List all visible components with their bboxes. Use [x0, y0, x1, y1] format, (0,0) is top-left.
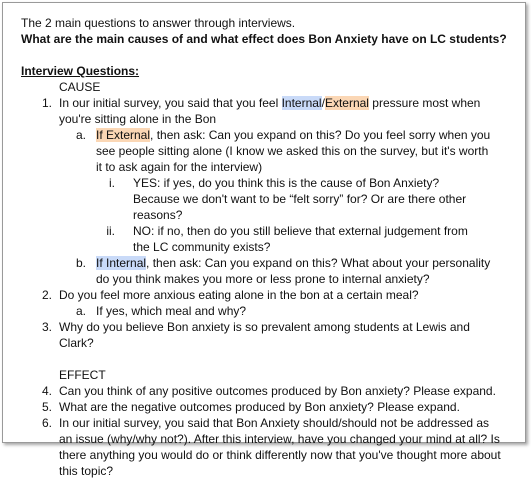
question-text: What are the negative outcomes produced by Bon anxiety? Please expand. — [59, 400, 460, 414]
question-6 — [21, 415, 521, 479]
cause-label: CAUSE — [59, 80, 101, 94]
document-frame — [2, 2, 526, 478]
question-1b — [21, 255, 521, 287]
external-highlight: External — [324, 96, 369, 110]
question-text: Do you feel more anxious eating alone in the bon at a certain meal? — [59, 288, 419, 302]
question-number: i. — [109, 176, 115, 190]
if-internal-highlight: If Internal — [96, 256, 147, 270]
internal-highlight: Internal — [281, 96, 322, 110]
question-number: 6. — [41, 416, 52, 430]
question-number: 4. — [41, 384, 52, 398]
question-number: 3. — [41, 320, 52, 334]
question-2a — [21, 303, 521, 319]
question-number: 1. — [41, 96, 52, 110]
question-4 — [21, 383, 521, 399]
spacer — [21, 351, 521, 367]
document-body — [21, 15, 521, 479]
interview-questions-heading: Interview Questions: — [21, 64, 140, 78]
main-question: What are the main causes of and what effect does Bon Anxiety have on LC students? — [21, 32, 507, 46]
intro-line: The 2 main questions to answer through interviews. — [21, 16, 296, 30]
question-text: If yes, which meal and why? — [96, 304, 247, 318]
question-1 — [21, 95, 521, 127]
question-1a — [21, 127, 521, 175]
question-text: NO: if no, then do you still believe that external judgement from the LC community exists? — [133, 224, 468, 254]
question-text: YES: if yes, do you think this is the cause of Bon Anxiety? Because we don't want to be “felt sorry” for? Or are there other reasons? — [133, 176, 467, 222]
question-1a-i — [21, 175, 521, 223]
effect-label: EFFECT — [59, 368, 106, 382]
question-text: If Internal, then ask: Can you expand on this? What about your personality do you think makes you more or less prone to internal anxiety? — [96, 256, 491, 286]
question-text: In our initial survey, you said that Bon Anxiety should/should not be addressed as an issue (why/why not?). After this interview, have you changed your mind at all? Is there anything you would do or think differently now that you've thought more about this topic? — [59, 416, 501, 478]
question-2 — [21, 287, 521, 303]
question-number: 5. — [41, 400, 52, 414]
spacer — [21, 47, 521, 63]
question-text: Can you think of any positive outcomes produced by Bon anxiety? Please expand. — [59, 384, 496, 398]
question-number: a. — [75, 304, 86, 318]
question-number: 2. — [41, 288, 52, 302]
if-external-highlight: If External — [96, 128, 151, 142]
question-text: Why do you believe Bon anxiety is so prevalent among students at Lewis and Clark? — [59, 320, 470, 350]
question-number: b. — [75, 256, 86, 270]
question-5 — [21, 399, 521, 415]
question-text: If External, then ask: Can you expand on this? Do you feel sorry when you see people sitting alone (I know we asked this on the survey, but it's worth it to ask again for the interview) — [96, 128, 491, 174]
question-1a-ii — [21, 223, 521, 255]
question-text: In our initial survey, you said that you feel Internal/External pressure most when you're sitting alone in the Bon — [59, 96, 481, 126]
question-3 — [21, 319, 521, 351]
question-number: a. — [75, 128, 86, 142]
question-number: ii. — [106, 224, 115, 238]
